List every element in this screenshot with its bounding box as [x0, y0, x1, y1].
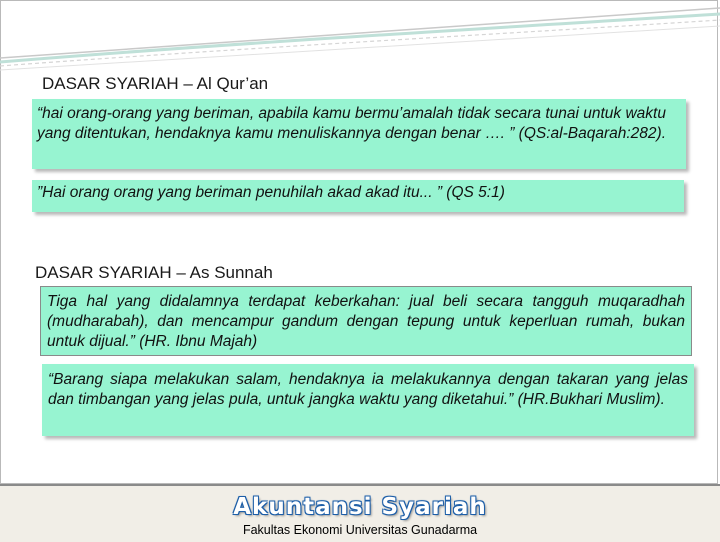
brand-title: Akuntansi Syariah [233, 494, 487, 520]
quran-quote-box-1 [32, 99, 686, 169]
quran-quote-2: ”Hai orang orang yang beriman penuhilah akad akad itu... ” (QS 5:1) [37, 184, 505, 201]
quran-quote-1: “hai orang-orang yang beriman, apabila kamu bermu’amalah tidak secara tunai untuk waktu yang ditentukan, hendaknya kamu menuliskannya dengan benar …. ” (QS:al-Baqarah:282). [37, 105, 666, 142]
sunnah-quote-box-1 [40, 286, 692, 356]
sunnah-quote-box-2 [42, 364, 694, 436]
footer-bar [0, 484, 720, 542]
quran-quote-box-2 [32, 180, 684, 212]
quran-heading: DASAR SYARIAH – Al Qur’an [42, 74, 269, 93]
faculty-name: Fakultas Ekonomi Universitas Gunadarma [242, 523, 478, 537]
sunnah-quote-1: Tiga hal yang didalamnya terdapat keberkahan: jual beli secara tangguh muqaradhah (mudharabah), dan mencampur gandum dengan tepung untuk keperluan rumah, bukan untuk dijual.” (HR. Ibnu Majah) [47, 293, 685, 350]
decorative-swoosh [0, 0, 720, 80]
sunnah-heading: DASAR SYARIAH – As Sunnah [35, 263, 273, 282]
sunnah-quote-2: “Barang siapa melakukan salam, hendaknya ia melakukannya dengan takaran yang jelas dan timbangan yang jelas pula, untuk jangka waktu yang diketahui.” (HR.Bukhari Muslim). [48, 371, 688, 408]
